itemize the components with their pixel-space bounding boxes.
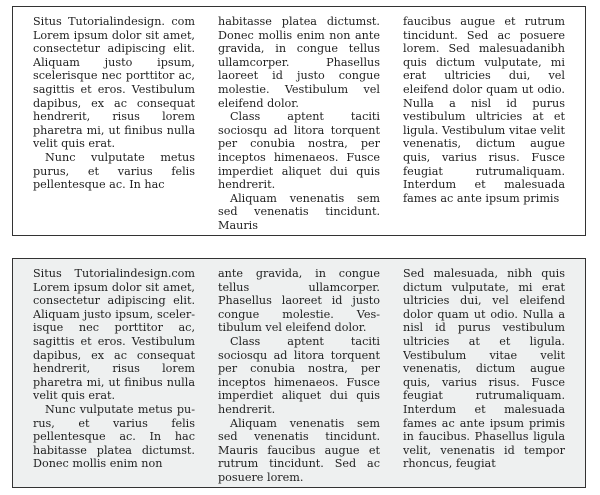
top-col2-paragraph-3: Aliquam venenatis sem sed venenatis tincidunt. Mauris (218, 191, 380, 232)
top-col2-paragraph-1: habitasse platea dictumst. Donec mollis enim non ante gravida, in congue tellus ullamcorper. Phasellus laoreet id justo congue molestie. Vestibulum vel eleifend dolor. (218, 15, 380, 110)
top-column-1 (33, 15, 195, 235)
bottom-columns (33, 267, 565, 487)
top-column-3 (403, 15, 565, 235)
bottom-col3-paragraph-1: Sed malesuada, nibh quis dictum vulputate, mi erat ultricies dui, vel eleifend dolor quam ut odio. Nulla a nisl id purus vestibulum ultricies at et ligula. Vestibulum vitae velit venenatis, dictum augue quis, varius risus. Fusce feugiat rutrumaliquam. Interdum et malesuada fames ac ante ipsum primis in faucibus. Phasellus ligula velit, venenatis id tempor rhoncus, feugiat (403, 267, 565, 471)
bottom-column-3 (403, 267, 565, 487)
top-col2-paragraph-2: Class aptent taciti sociosqu ad litora torquent per conubia nostra, per inceptos himenaeos. Fusce imperdiet aliquet dui quis hendrerit. (218, 110, 380, 192)
bottom-col2-paragraph-2: Class aptent taciti sociosqu ad litora torquent per conubia nostra, per inceptos himenaeos. Fusce imperdiet aliquet dui quis hendrerit. (218, 334, 380, 416)
bottom-col1-paragraph-2: Nunc vulputate metus purus, et varius felis pellentesque ac. In hac habitasse platea dictumst. Donec mollis enim non (33, 402, 195, 471)
top-col3-paragraph-1: faucibus augue et rutrum tincidunt. Sed ac posuere lorem. Sed malesuadanibh quis dictum vulputate, mi erat ultricies dui, vel eleifend dolor quam ut odio. Nulla a nisl id purus vestibulum ultricies at et ligula. Vestibulum vitae velit venenatis, dictum augue quis, varius risus. Fusce feugiat rutrumaliquam. Interdum et malesuada fames ac ante ipsum primis (403, 15, 565, 205)
top-column-2 (218, 15, 380, 235)
bottom-col1-paragraph-1: Situs Tutorialindesign.com Lorem ipsum dolor sit amet, consectetur adipiscing elit. Aliquam justo ipsum, scelerisque nec porttitor ac, sagittis et eros. Vestibulum dapibus, ex ac consequat hendrerit, risus lorem pharetra mi, ut finibus nulla velit quis erat. (33, 267, 195, 403)
bottom-col2-paragraph-3: Aliquam venenatis sem sed venenatis tincidunt. Mauris faucibus augue et rutrum tincidunt. Sed ac posuere lorem. (218, 416, 380, 484)
bottom-col2-paragraph-1: ante gravida, in congue tellus ullamcorper. Phasellus laoreet id justo congue molestie. Vestibulum vel eleifend dolor. (218, 267, 380, 335)
bottom-column-1 (33, 267, 195, 487)
bottom-text-frame (12, 258, 586, 488)
top-col1-paragraph-2: Nunc vulputate metus purus, et varius felis pellentesque ac. In hac (33, 150, 195, 192)
top-col1-paragraph-1: Situs Tutorialindesign. com Lorem ipsum dolor sit amet, consectetur adipiscing elit. Aliquam justo ipsum, scelerisque nec porttitor ac, sagittis et eros. Vestibulum dapibus, ex ac consequat hendrerit, risus lorem pharetra mi, ut finibus nulla velit quis erat. (33, 15, 195, 151)
top-columns (33, 15, 565, 235)
bottom-column-2 (218, 267, 380, 487)
top-text-frame (12, 6, 586, 236)
